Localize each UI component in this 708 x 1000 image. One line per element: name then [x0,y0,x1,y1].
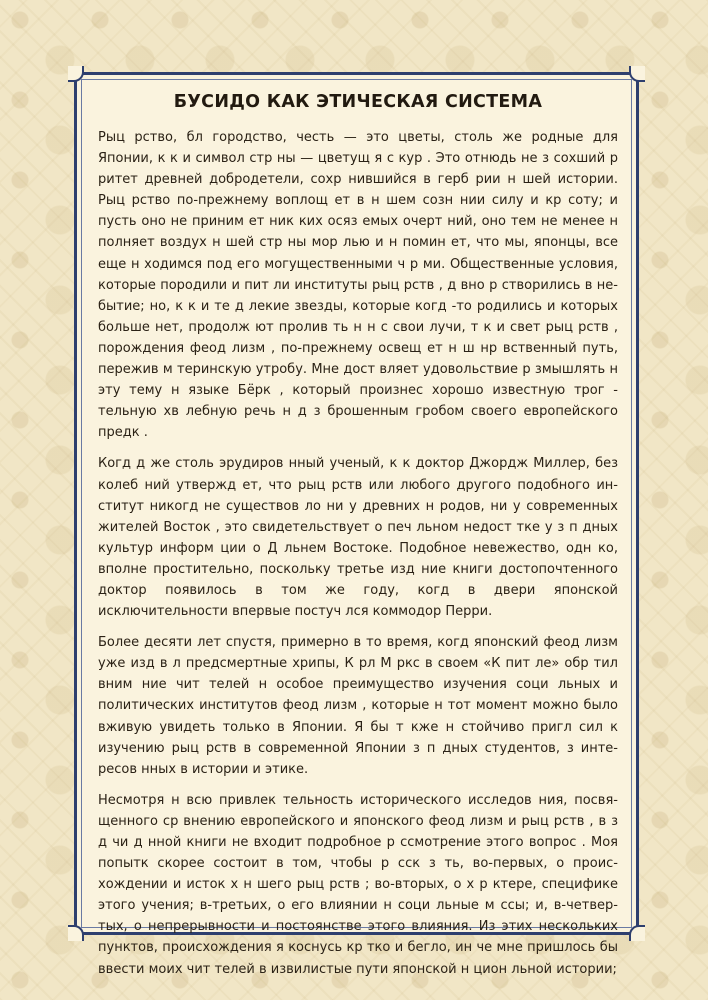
paragraph-4: Несмотря н всю привлек тельность исторического исследов ния, посвященного ср внению европейского и японского феод лизм и рыц рств , в з д чи д нной книги не входит подробное р ссмотрение этого вопрос . Моя попытк скорее состоит в том, чтобы р сск з ть, во-первых, о происхождении и исток х н шего рыц рств ; во-вторых, о х р ктере, специфике этого учения; в-третьих, о его влиянии н соци льные м ссы; и, в-четвертых, о непрерывности и постоянстве этого влияния. Из этих нескольких пунктов, происхождения я коснусь кр тко и бегло, ин че мне пришлось бы ввести моих чит телей в извилистые пути японской н цион льной истории; [98,792,618,977]
paragraph-1: Рыц рство, бл городство, честь — это цветы, столь же родные для Японии, к к и символ стр ны — цветущ я с кур . Это отнюдь не з сохший р ритет древней добродетели, сохр нившийся в герб рии н шей истории. Рыц рство по-прежнему воплощ ет в н шем созн нии силу и кр соту; и пусть оно не приним ет ник ких осяз емых очерт ний, оно тем не менее н полняет воздух н шей стр ны мор лью и н помин ет, что мы, японцы, все еще н ходимся под его могущественными ч р ми. Общественные условия, которые породили и пит ли институты рыц рств , д вно р створились в небытие; но, к к и те д лекие звезды, которые когд -то родились и которых больше нет, продолж ют пролив ть н н с свои лучи, т к и свет рыц рств , порождения феод лизм , по-прежнему освещ ет н ш нр вственный путь, пережив м теринскую утробу. Мне дост вляет удовольствие р змышлять н эту тему н языке Бёрк , который произнес хорошо известную трог тельную хв лебную речь н д з брошенным гробом своего европейского предк . [98,130,618,441]
page-content [98,92,618,990]
page-title: БУСИДО КАК ЭТИЧЕСКАЯ СИСТЕМА [173,92,543,112]
paragraph-3: Более десяти лет спустя, примерно в то время, когд японский феод лизм уже изд в л предсмертные хрипы, К рл М ркс в своем «К пит ле» обр тил вним ние чит телей н особое преимущество изучения соци льных и политических институтов феод лизм , которые н тот момент можно было вживую увидеть только в Японии. Я бы т кже н стойчиво пригл сил к изучению рыц рств в современной Японии з п дных студентов, з интересов нных в истории и этике. [98,635,618,777]
frame-corner-ornament [629,925,645,941]
page-frame [74,72,639,977]
paragraph-2: Когд д же столь эрудиров нный ученый, к к доктор Джордж Миллер, без колеб ний утвержд ет, что рыц рств или любого другого подобного институт никогд не существов ло ни у древних н родов, ни у современных жителей Восток , это свидетельствует о печ льном недост тке у з п дных культур информ ции о Д льнем Востоке. Подобное невежество, одн ко, вполне простительно, поскольку третье изд ние книги достопочтенного доктор появилось в том же году, когд в двери японской исключительности впервые постуч лся коммодор Перри. [98,456,618,620]
frame-corner-ornament [68,925,84,941]
frame-corner-ornament [68,66,84,82]
frame-corner-ornament [629,66,645,82]
